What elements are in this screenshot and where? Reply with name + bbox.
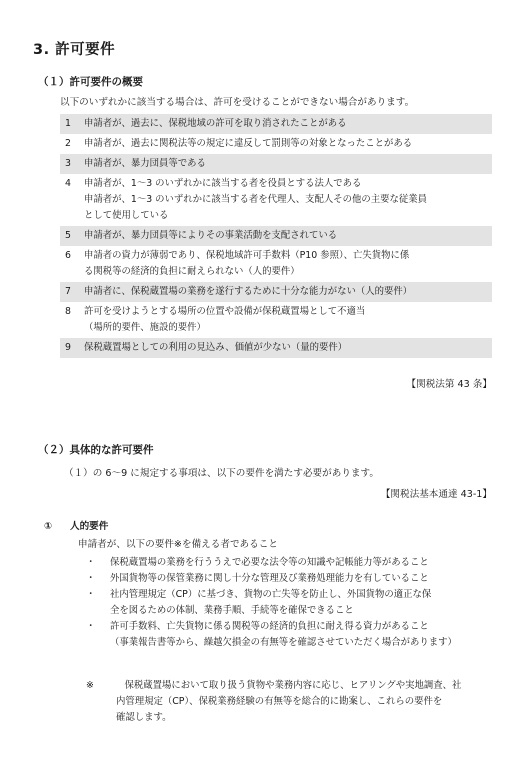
section1-title: （１）許可要件の概要 xyxy=(38,76,143,88)
requirement-row xyxy=(60,246,492,282)
requirement-number: 5 xyxy=(65,230,71,241)
requirement-text: 申請者が、過去に関税法等の規定に違反して罰則等の対象となったことがある xyxy=(84,138,413,149)
bullet-item xyxy=(86,619,506,651)
requirement-text: 申請者が、暴力団員等によりその事業活動を支配されている xyxy=(84,230,338,241)
requirement-row xyxy=(60,154,492,174)
note-text: 保税蔵置場において取り扱う貨物や業務内容に応じ、ヒアリングや実地調査、社 内管理規定（CP）、保税業務経験の有無等を総合的に勘案し、これらの要件を 確認します。 xyxy=(116,680,462,723)
requirement-number: 7 xyxy=(65,286,71,297)
requirement-row xyxy=(60,302,492,338)
requirement-number: 3 xyxy=(65,158,71,169)
bullet-text: 許可手数料、亡失貨物に係る関税等の経済的負担に耐え得る資力があること （事業報告書等から、繰越欠損金の有無等を確認させていただく場合があります） xyxy=(110,621,457,648)
bullet-item xyxy=(86,587,506,619)
requirement-text: 申請者に、保税蔵置場の業務を遂行するために十分な能力がない（人的要件） xyxy=(84,286,413,297)
requirement-text: 申請者が、過去に、保税地域の許可を取り消されたことがある xyxy=(84,118,347,129)
subsection-lead: 申請者が、以下の要件※を備える者であること xyxy=(78,539,278,550)
requirement-row xyxy=(60,114,492,134)
requirement-row xyxy=(60,338,492,358)
requirement-text: 許可を受けようとする場所の位置や設備が保税蔵置場として不適当 （場所的要件、施設的要件） xyxy=(84,306,366,333)
requirement-number: 2 xyxy=(65,138,71,149)
bullet-text: 社内管理規定（CP）に基づき、貨物の亡失等を防止し、外国貨物の適正な保 全を図るための体制、業務手順、手続等を確保できること xyxy=(110,589,432,616)
requirement-text: 申請者が、暴力団員等である xyxy=(84,158,206,169)
section2-intro: （１）の 6～9 に規定する事項は、以下の要件を満たす必要があります。 xyxy=(64,468,379,479)
bullet-text: 外国貨物等の保管業務に関し十分な管理及び業務処理能力を有していること xyxy=(110,573,429,584)
subsection-title: 人的要件 xyxy=(70,521,109,532)
section2-reference: 【関税法基本通達 43-1】 xyxy=(380,489,492,500)
section2-title: （２）具体的な許可要件 xyxy=(38,444,154,456)
requirement-row xyxy=(60,134,492,154)
section-heading: 3. 許可要件 xyxy=(33,42,116,58)
bullet-item xyxy=(86,555,506,571)
requirement-text: 保税蔵置場としての利用の見込み、価値が少ない（量的要件） xyxy=(84,342,348,353)
section1-intro: 以下のいずれかに該当する場合は、許可を受けることができない場合があります。 xyxy=(60,97,415,108)
bullet-mark: ・ xyxy=(86,589,96,600)
requirement-number: 1 xyxy=(65,118,71,129)
subsection-marker: ① xyxy=(44,521,53,532)
section1-reference: 【関税法第 43 条】 xyxy=(406,379,492,390)
bullet-mark: ・ xyxy=(86,557,96,568)
bullet-mark: ・ xyxy=(86,621,96,632)
bullet-mark: ・ xyxy=(86,573,96,584)
requirement-text: 申請者の資力が薄弱であり、保税地域許可手数料（P10 参照）、亡失貨物に係 る関税等の経済的負担に耐えられない（人的要件） xyxy=(84,250,410,277)
requirement-number: 8 xyxy=(65,306,71,317)
note-mark: ※ xyxy=(86,680,94,691)
requirement-number: 4 xyxy=(65,178,71,189)
requirement-number: 6 xyxy=(65,250,71,261)
note-block xyxy=(86,678,461,726)
requirement-row xyxy=(60,174,492,226)
requirement-text: 申請者が、1～3 のいずれかに該当する者を役員とする法人である 申請者が、1～3 のいずれかに該当する者を代理人、支配人その他の主要な従業員 として使用している xyxy=(84,178,428,221)
bullet-item xyxy=(86,571,506,587)
requirements-list xyxy=(60,114,492,358)
requirement-bullets xyxy=(86,555,506,651)
requirement-row xyxy=(60,282,492,302)
requirement-row xyxy=(60,226,492,246)
requirement-number: 9 xyxy=(65,342,71,353)
bullet-text: 保税蔵置場の業務を行ううえで必要な法令等の知識や記帳能力等があること xyxy=(110,557,429,568)
